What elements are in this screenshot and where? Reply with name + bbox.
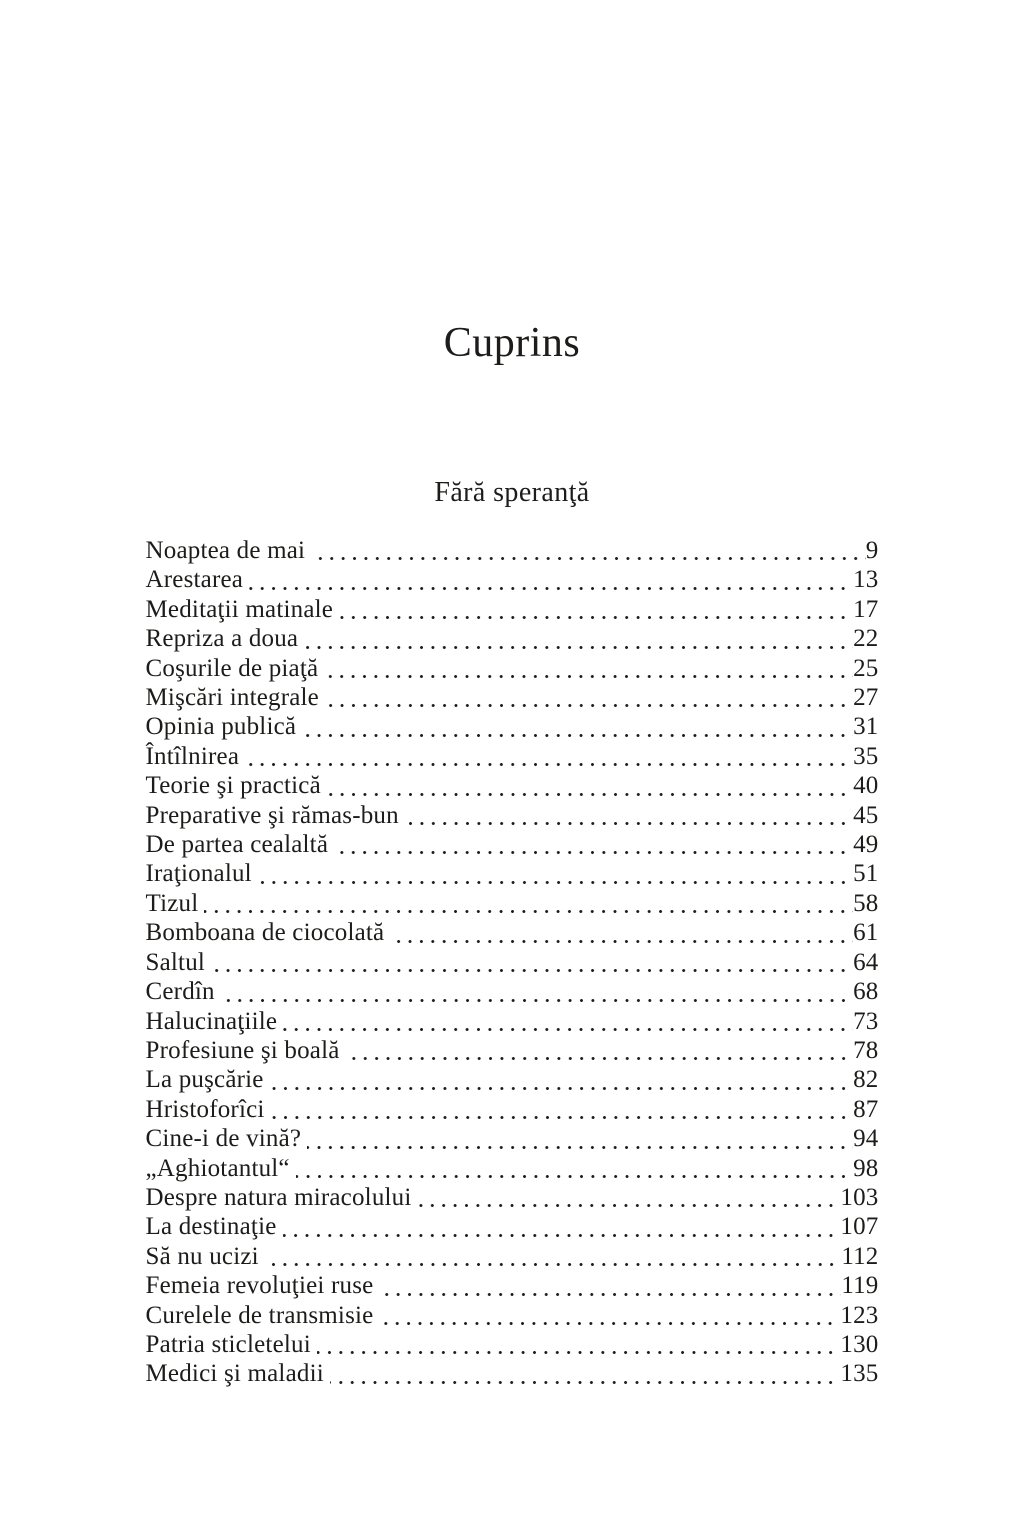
page-title: Cuprins	[443, 320, 581, 366]
dot-leader	[379, 1293, 841, 1296]
dot-leader	[327, 793, 853, 796]
toc-entry	[146, 1212, 879, 1241]
toc-entry-title: Hristoforîci	[145, 1095, 265, 1123]
dot-leader	[221, 999, 853, 1002]
toc-entry	[146, 918, 879, 947]
toc-entry-page-number: 130	[840, 1330, 879, 1358]
dot-leader	[204, 910, 853, 913]
toc-entry-page-number: 45	[853, 801, 879, 829]
toc-entry-page-number: 119	[841, 1272, 879, 1300]
toc-entry	[146, 1359, 879, 1388]
toc-entry-title: Coşurile de piaţă	[145, 654, 319, 682]
toc-entry	[146, 977, 879, 1006]
toc-entry	[146, 830, 879, 859]
dot-leader	[307, 1146, 853, 1149]
toc-entry-page-number: 64	[853, 948, 879, 976]
dot-leader	[339, 616, 853, 619]
toc-entry-title: La puşcărie	[145, 1066, 264, 1094]
dot-leader	[325, 704, 853, 707]
dot-leader	[317, 1351, 841, 1354]
toc-entry-title: Să nu ucizi	[145, 1242, 259, 1270]
toc-entry-title: Preparative şi rămas-bun	[145, 801, 399, 829]
toc-entry-title: La destinaţie	[145, 1213, 277, 1241]
dot-leader	[296, 1175, 853, 1178]
dot-leader	[330, 1381, 841, 1384]
toc-entry	[146, 683, 879, 712]
toc-entry-page-number: 61	[853, 919, 879, 947]
dot-leader	[390, 940, 853, 943]
toc-entry-title: Teorie şi practică	[145, 772, 321, 800]
toc-entry-title: Mişcări integrale	[145, 684, 319, 712]
toc-entry	[146, 1301, 879, 1330]
toc-entry-page-number: 107	[840, 1213, 879, 1241]
dot-leader	[211, 969, 853, 972]
toc-entry	[146, 1007, 879, 1036]
toc-entry-page-number: 123	[840, 1301, 879, 1329]
dot-leader	[379, 1322, 840, 1325]
toc-entry-title: Medici şi maladii	[145, 1360, 324, 1388]
toc-entry	[146, 948, 879, 977]
toc-entry	[146, 771, 879, 800]
toc-entry	[146, 742, 879, 771]
toc-entry	[146, 859, 879, 888]
toc-entry-page-number: 35	[853, 742, 879, 770]
toc-entry	[146, 1242, 879, 1271]
toc-entry-title: Patria sticletelui	[145, 1330, 311, 1358]
toc-entry-title: Arestarea	[145, 566, 244, 594]
dot-leader	[334, 851, 853, 854]
toc-entry-title: „Aghiotantul“	[145, 1154, 290, 1182]
toc-entry	[146, 801, 879, 830]
dot-leader	[324, 675, 853, 678]
dot-leader	[283, 1234, 841, 1237]
toc-entry-page-number: 13	[853, 566, 879, 594]
dot-leader	[304, 646, 853, 649]
dot-leader	[258, 881, 853, 884]
toc-entry	[146, 1065, 879, 1094]
toc-entry-page-number: 49	[853, 831, 879, 859]
toc-entry	[146, 624, 879, 653]
dot-leader	[405, 822, 853, 825]
toc-entry-page-number: 40	[853, 772, 879, 800]
toc-entry-page-number: 78	[853, 1036, 879, 1064]
toc-entry-page-number: 17	[853, 595, 879, 623]
toc-entry-title: Meditaţii matinale	[145, 595, 334, 623]
toc-entry	[146, 1183, 879, 1212]
dot-leader	[346, 1057, 854, 1060]
toc-entry-page-number: 73	[853, 1007, 879, 1035]
toc-entry	[146, 565, 879, 594]
toc-entry-title: Tizul	[145, 889, 199, 917]
toc-entry	[146, 536, 879, 565]
toc-entry	[146, 595, 879, 624]
toc-entry-title: Bomboana de ciocolată	[145, 919, 385, 947]
dot-leader	[249, 587, 853, 590]
toc-entry	[146, 1330, 879, 1359]
toc-entry-title: Profesiune şi boală	[145, 1036, 340, 1064]
toc-entry-title: Femeia revoluţiei ruse	[145, 1272, 374, 1300]
toc-entry-page-number: 98	[853, 1154, 879, 1182]
dot-leader	[418, 1204, 841, 1207]
dot-leader	[270, 1087, 853, 1090]
toc-entry-title: Întîlnirea	[145, 742, 240, 770]
toc-entry-page-number: 112	[841, 1242, 879, 1270]
dot-leader	[283, 1028, 853, 1031]
toc-entry-title: Opinia publică	[145, 713, 297, 741]
toc-entry-page-number: 103	[840, 1183, 879, 1211]
dot-leader	[311, 557, 866, 560]
toc-entry-page-number: 82	[853, 1066, 879, 1094]
toc-entry	[146, 1154, 879, 1183]
toc-entry-page-number: 31	[853, 713, 879, 741]
toc-entry-title: Curelele de transmisie	[145, 1301, 374, 1329]
toc-entry-page-number: 135	[840, 1360, 879, 1388]
toc-entry	[146, 654, 879, 683]
dot-leader	[302, 734, 853, 737]
toc-entry	[146, 889, 879, 918]
toc-entry-title: Repriza a doua	[145, 625, 299, 653]
toc-entry-page-number: 94	[853, 1125, 879, 1153]
dot-leader	[271, 1116, 854, 1119]
toc-entry	[146, 1124, 879, 1153]
dot-leader	[265, 1263, 842, 1266]
toc-entry	[146, 1095, 879, 1124]
section-heading: Fără speranţă	[434, 477, 590, 508]
toc-entry-page-number: 58	[853, 889, 879, 917]
toc-entry-title: Halucinaţiile	[145, 1007, 278, 1035]
toc-entry-title: Cine-i de vină?	[145, 1125, 302, 1153]
toc-entry-title: Despre natura miracolului	[145, 1183, 412, 1211]
toc-entry-title: De partea cealaltă	[145, 831, 329, 859]
toc-entry-page-number: 27	[853, 684, 879, 712]
toc-entry-page-number: 25	[853, 654, 879, 682]
toc-entry-title: Noaptea de mai	[145, 537, 306, 564]
toc-entry-page-number: 87	[853, 1095, 879, 1123]
toc-entry	[146, 1271, 879, 1300]
toc-entry-page-number: 9	[865, 537, 879, 564]
toc-entry-title: Iraţionalul	[145, 860, 252, 888]
toc-entry-page-number: 68	[853, 978, 879, 1006]
toc-entry-title: Cerdîn	[145, 978, 215, 1006]
toc-entry-page-number: 51	[853, 860, 879, 888]
table-of-contents	[146, 536, 879, 1389]
toc-entry	[146, 712, 879, 741]
dot-leader	[245, 763, 853, 766]
toc-entry	[146, 1036, 879, 1065]
toc-entry-page-number: 22	[853, 625, 879, 653]
toc-entry-title: Saltul	[145, 948, 206, 976]
